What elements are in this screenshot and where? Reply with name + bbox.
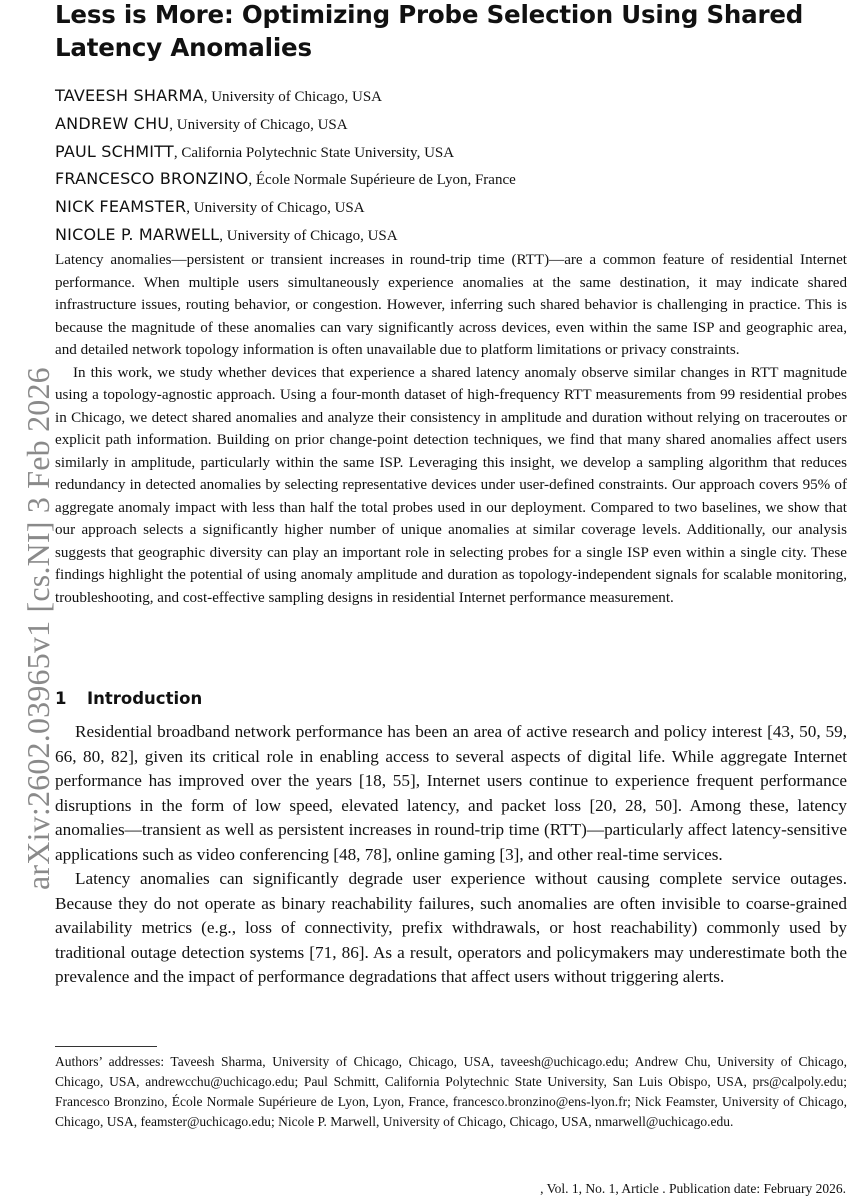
section-number: 1 bbox=[55, 689, 67, 708]
author-affiliation: , University of Chicago, USA bbox=[186, 200, 365, 217]
author-name: NICK FEAMSTER bbox=[55, 197, 187, 217]
abstract bbox=[55, 249, 847, 609]
author-name: ANDREW CHU bbox=[55, 113, 170, 133]
abstract-paragraph: Latency anomalies—persistent or transient increases in round-trip time (RTT)—are a common feature of residential Internet performance. When multiple users simultaneously experience anomalies at the same destination, it may indicate shared infrastructure issues, routing behavior, or congestion. However, inferring such shared behavior is challenging in practice. This is because the magnitude of these anomalies can vary significantly across devices, even within the same ISP and geographic area, and detailed network topology information is often unavailable due to platform limitations or privacy constraints. bbox=[55, 252, 847, 358]
body-paragraph: Latency anomalies can significantly degrade user experience without causing complete service outages. Because they do not operate as binary reachability failures, such anomalies are often invisible to coarse-grained availability metrics (e.g., loss of connectivity, prefix withdrawals, or host reachability) commonly used by traditional outage detection systems [71, 86]. As a result, operators and policymakers may underestimate both the prevalence and the impact of performance degradations that affect users without triggering alerts. bbox=[55, 869, 847, 986]
abstract-paragraph: In this work, we study whether devices that experience a shared latency anomaly observe similar changes in RTT magnitude using a topology-agnostic approach. Using a four-month dataset of high-frequency RTT measurements from 99 residential probes in Chicago, we detect shared anomalies and analyze their consistency in amplitude and duration without relying on traceroutes or explicit path information. Building on prior change-point detection techniques, we find that many shared anomalies affect users similarly in amplitude, particularly within the same ISP. Leveraging this insight, we develop a sampling algorithm that reduces redundancy in detected anomalies by selecting representative devices under user-defined constraints. Our approach covers 95% of aggregate anomaly impact with less than half the total probes used in our deployment. Compared to two baselines, we show that our approach selects a significantly higher number of unique anomalies at similar coverage levels. Additionally, our analysis suggests that geographic diversity can play an important role in selecting probes for a single ISP even within a single city. These findings highlight the potential of using anomaly amplitude and duration as topology-independent signals for scalable monitoring, troubleshooting, and cost-effective sampling designs in residential Internet performance measurement. bbox=[55, 364, 847, 606]
author-affiliation: , University of Chicago, USA bbox=[169, 116, 348, 133]
paper-title: Less is More: Optimizing Probe Selection Using Shared Latency Anomalies bbox=[55, 0, 804, 62]
author-line bbox=[55, 194, 815, 222]
introduction-body bbox=[55, 720, 847, 990]
author-affiliation: , University of Chicago, USA bbox=[203, 89, 383, 105]
section-title: Introduction bbox=[87, 689, 203, 708]
author-affiliation: , École Normale Supérieure de Lyon, France bbox=[248, 172, 516, 189]
body-paragraph: Residential broadband network performance has been an area of active research and policy interest [43, 50, 59, 66, 80, 82], given its critical role in enabling access to several aspects of digital life. While aggregate Internet performance has improved over the years [18, 55], Internet users continue to experience frequent performance disruptions in the form of low speed, elevated latency, and packet loss [20, 28, 50]. Among these, latency anomalies—transient as well as persistent increases in round-trip time (RTT)—particularly affect latency-sensitive applications such as video conferencing [48, 78], online gaming [3], and other real-time services. bbox=[55, 722, 847, 864]
author-name: PAUL SCHMITT bbox=[55, 141, 174, 161]
author-line bbox=[55, 222, 815, 250]
author-line bbox=[55, 139, 815, 167]
arxiv-sidebar bbox=[0, 200, 56, 900]
footnote-rule bbox=[55, 1046, 157, 1047]
author-name: TAVEESH SHARMA bbox=[55, 86, 204, 105]
section-heading bbox=[55, 689, 202, 708]
author-affiliation: , California Polytechnic State University, USA bbox=[173, 144, 455, 161]
arxiv-identifier: arXiv:2602.03965v1 [cs.NI] 3 Feb 2026 bbox=[20, 367, 56, 890]
author-name: NICOLE P. MARWELL bbox=[55, 224, 220, 244]
author-list bbox=[55, 83, 815, 250]
author-line bbox=[55, 111, 815, 139]
author-name: FRANCESCO BRONZINO bbox=[55, 169, 249, 189]
author-affiliation: , University of Chicago, USA bbox=[219, 227, 398, 244]
author-line bbox=[55, 166, 815, 194]
author-addresses-footnote: Authors’ addresses: Taveesh Sharma, University of Chicago, Chicago, USA, taveesh@uchicago.edu; Andrew Chu, University of Chicago, Chicago, USA, andrewcchu@uchicago.edu; Paul Schmitt, California Polytechnic State University, San Luis Obispo, USA, prs@calpoly.edu; Francesco Bronzino, École Normale Supérieure de Lyon, Lyon, France, francesco.bronzino@ens-lyon.fr; Nick Feamster, University of Chicago, Chicago, USA, feamster@uchicago.edu; Nicole P. Marwell, University of Chicago, Chicago, USA, nmarwell@uchicago.edu. bbox=[55, 1054, 847, 1129]
publication-info: , Vol. 1, No. 1, Article . Publication date: February 2026. bbox=[540, 1181, 846, 1196]
author-line bbox=[55, 83, 815, 111]
